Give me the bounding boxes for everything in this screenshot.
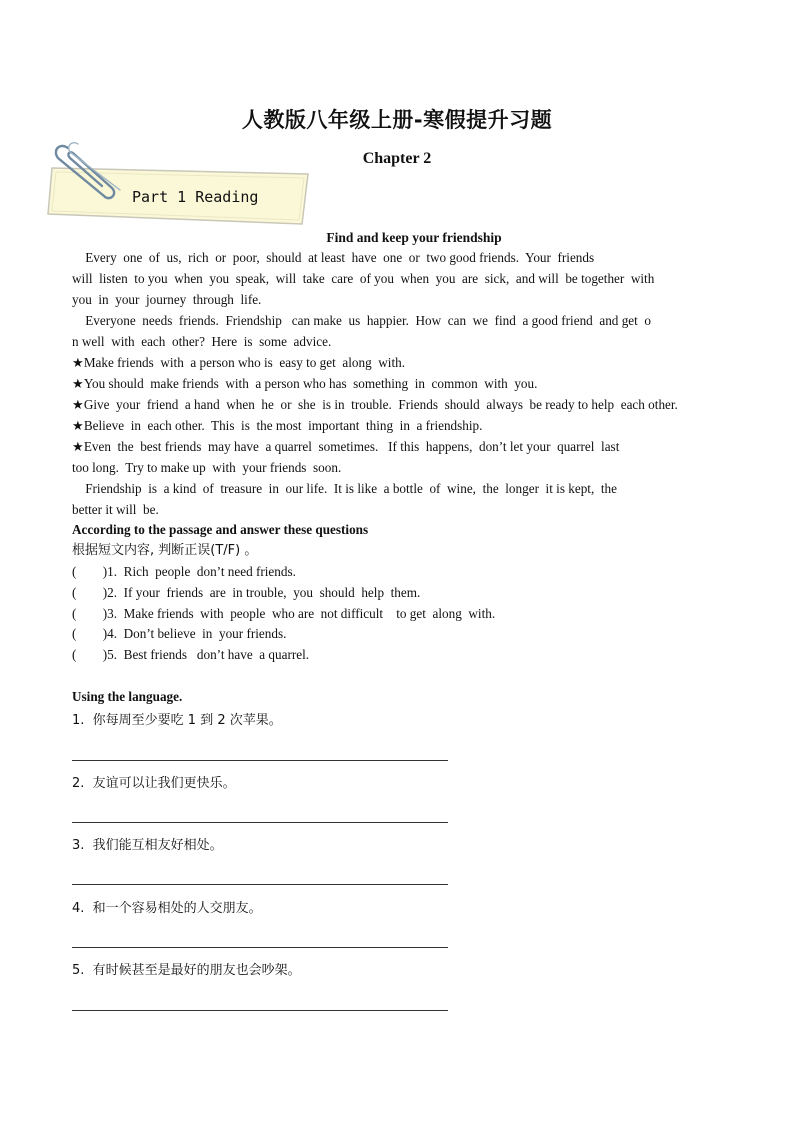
answer-line[interactable] — [72, 1010, 448, 1011]
advice-item: ★Give your friend a hand when he or she is in trouble. Friends should always be ready to help each other. — [72, 397, 678, 412]
passage-line: you in your journey through life. — [72, 292, 262, 307]
passage-line: Friendship is a kind of treasure in our life. It is like a bottle of wine, the longer it is kept, the — [72, 481, 617, 496]
advice-item: ★Even the best friends may have a quarrel sometimes. If this happens, don’t let your quarrel last — [72, 439, 620, 454]
passage-line: will listen to you when you speak, will take care of you when you are sick, and will be together with — [72, 271, 655, 286]
answer-line[interactable] — [72, 822, 448, 823]
translation-prompt: 5. 有时候甚至是最好的朋友也会吵架。 — [72, 963, 301, 978]
tf-question[interactable]: ( )1. Rich people don’t need friends. — [72, 564, 296, 579]
tf-question[interactable]: ( )2. If your friends are in trouble, you should help them. — [72, 585, 421, 600]
tf-question[interactable]: ( )5. Best friends don’t have a quarrel. — [72, 647, 310, 662]
tf-question[interactable]: ( )4. Don’t believe in your friends. — [72, 626, 287, 641]
answer-line[interactable] — [72, 884, 448, 885]
part-banner — [46, 140, 316, 226]
passage-title: Find and keep your friendship — [326, 230, 502, 245]
translation-prompt: 4. 和一个容易相处的人交朋友。 — [72, 901, 262, 916]
translation-prompt: 2. 友谊可以让我们更快乐。 — [72, 776, 236, 791]
passage-line: better it will be. — [72, 502, 159, 517]
banner-label: Part 1 Reading — [132, 188, 259, 206]
passage-line: Every one of us, rich or poor, should at least have one or two good friends. Your friends — [72, 250, 595, 265]
tf-question[interactable]: ( )3. Make friends with people who are not difficult to get along with. — [72, 606, 496, 621]
answer-line[interactable] — [72, 760, 448, 761]
translation-prompt: 3. 我们能互相友好相处。 — [72, 838, 223, 853]
questions-heading: According to the passage and answer these questions — [72, 522, 369, 537]
advice-item: ★Make friends with a person who is easy to get along with. — [72, 355, 406, 370]
language-heading: Using the language. — [72, 689, 183, 704]
passage-line: too long. Try to make up with your friends soon. — [72, 460, 342, 475]
advice-item: ★You should make friends with a person who has something in common with you. — [72, 376, 538, 391]
chapter-heading: Chapter 2 — [362, 150, 432, 167]
answer-line[interactable] — [72, 947, 448, 948]
translation-prompt: 1. 你每周至少要吃 1 到 2 次苹果。 — [72, 713, 282, 728]
passage-line: Everyone needs friends. Friendship can make us happier. How can we find a good friend and get o — [72, 313, 651, 328]
document-title: 人教版八年级上册-寒假提升习题 — [241, 108, 553, 132]
advice-item: ★Believe in each other. This is the most important thing in a friendship. — [72, 418, 483, 433]
questions-instruction: 根据短文内容, 判断正误(T/F) 。 — [72, 543, 258, 558]
passage-line: n well with each other? Here is some advice. — [72, 334, 332, 349]
